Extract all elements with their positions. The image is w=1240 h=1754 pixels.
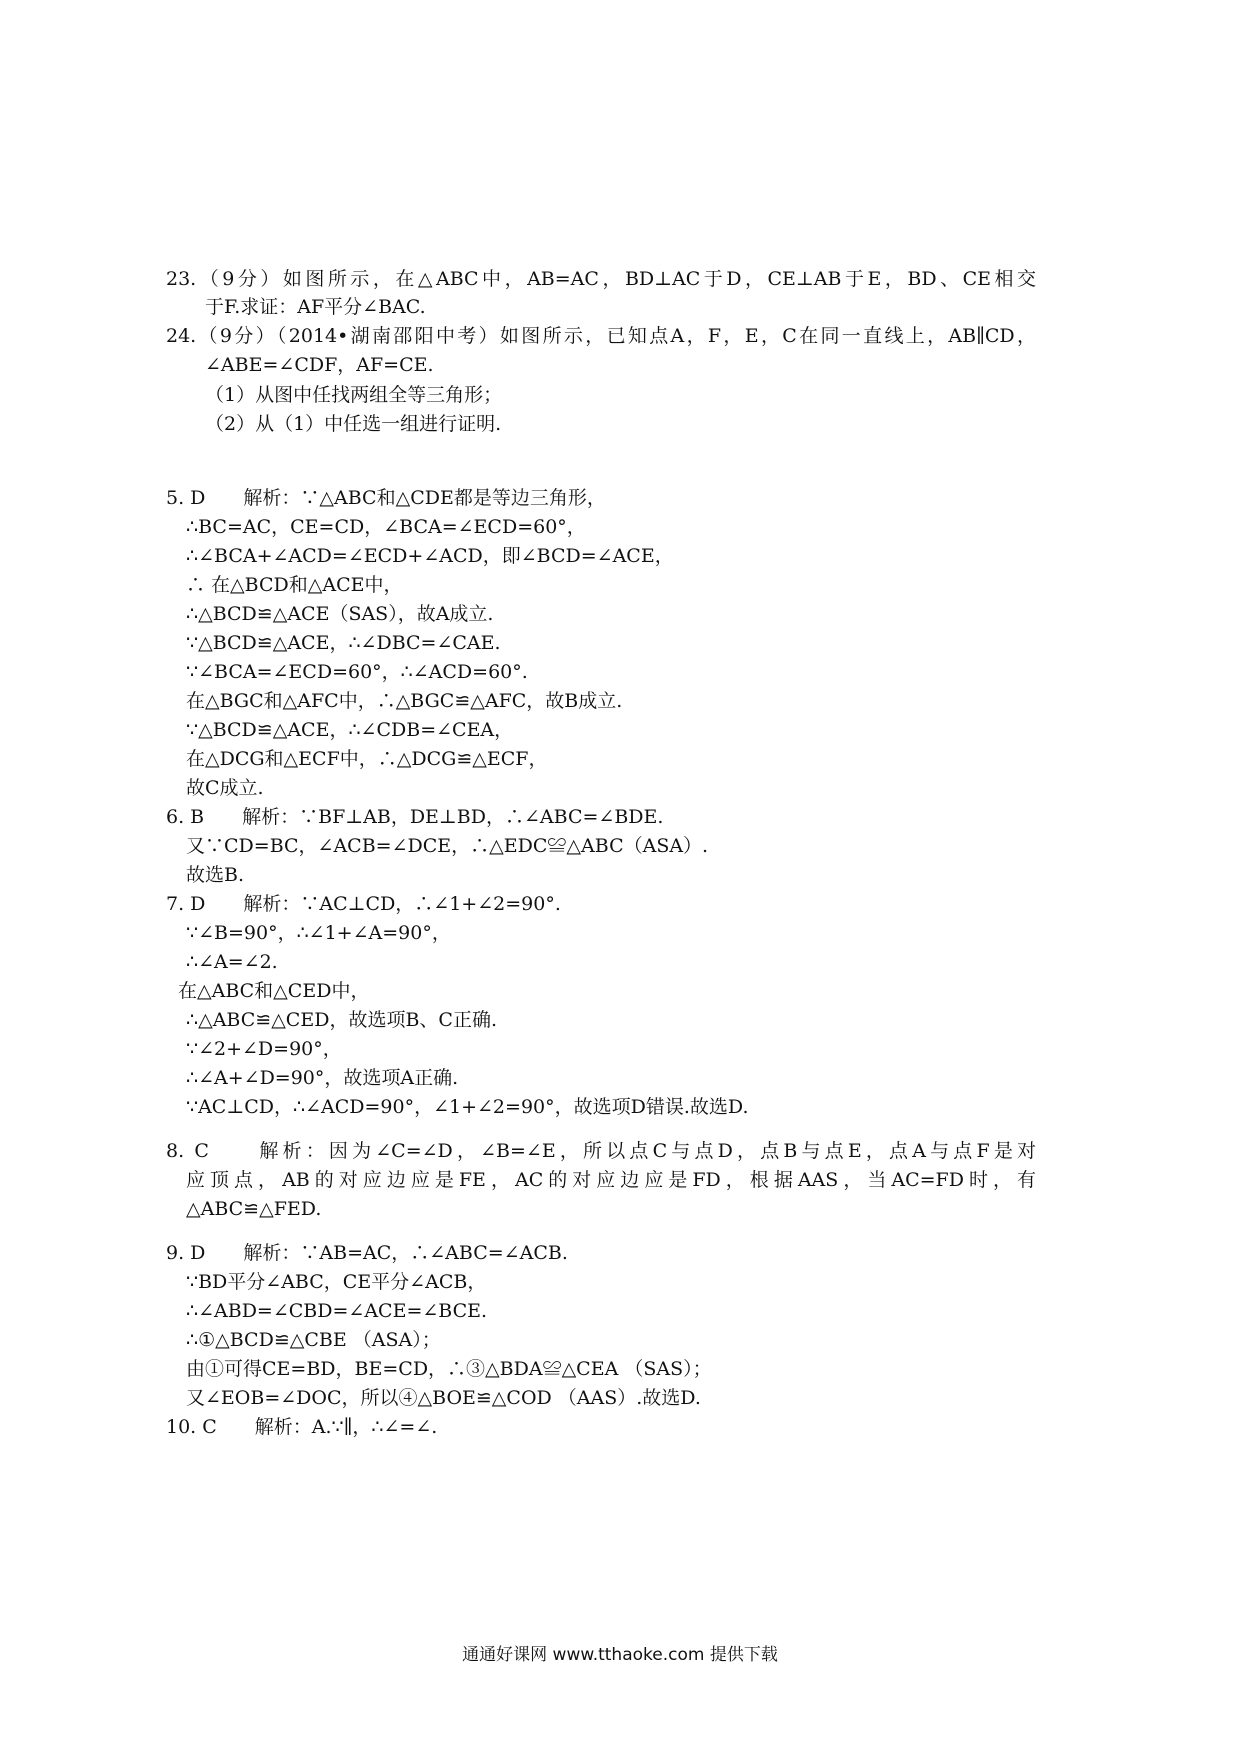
answer-8-line: 应顶点，AB的对应边应是FE，AC的对应边应是FD，根据AAS，当AC=FD时，有 [186,1169,1036,1191]
answer-5-line: 在△DCG和△ECF中，∴△DCG≌△ECF， [186,748,548,770]
answer-5-line: 在△BGC和△AFC中，∴△BGC≌△AFC，故B成立. [186,690,623,712]
question-24-part-1: （1）从图中任找两组全等三角形； [205,384,503,406]
question-24-line-1: 24.（9分）（2014•湖南邵阳中考）如图所示，已知点A，F，E，C在同一直线上，AB∥CD， [166,325,1036,347]
answer-5-line: ∵∠BCA=∠ECD=60°，∴∠ACD=60°. [186,661,528,683]
answer-7-line: ∴∠A+∠D=90°，故选项A正确. [186,1067,459,1089]
answer-7-line: 在△ABC和△CED中， [178,980,370,1002]
answer-7-line: ∴∠A=∠2. [186,951,278,973]
answer-5-line: 5. D 解析：∵△ABC和△CDE都是等边三角形， [166,487,606,509]
answer-7-line: ∵AC⊥CD，∴∠ACD=90°，∠1+∠2=90°，故选项D错误.故选D. [186,1096,749,1118]
question-24-line-2: ∠ABE=∠CDF，AF=CE. [205,354,434,376]
answer-5-line: ∴△BCD≌△ACE（SAS），故A成立. [186,603,494,625]
answer-9-line: 又∠EOB=∠DOC，所以④△BOE≌△COD （AAS）.故选D. [186,1387,701,1409]
answer-9-line: 9. D 解析：∵AB=AC，∴∠ABC=∠ACB. [166,1242,568,1264]
answer-5-line: ∵△BCD≌△ACE，∴∠DBC=∠CAE. [186,632,501,654]
answer-6-line: 6. B 解析：∵BF⊥AB，DE⊥BD，∴∠ABC=∠BDE. [166,806,664,828]
question-23-line-2: 于F.求证：AF平分∠BAC. [205,296,426,318]
answer-8-line: △ABC≌△FED. [186,1198,322,1220]
answer-6-line: 又∵CD=BC，∠ACB=∠DCE，∴△EDC≌△ABC（ASA）. [186,835,709,857]
answer-7-line: 7. D 解析：∵AC⊥CD，∴∠1+∠2=90°. [166,893,561,915]
answer-5-line: ∴∠BCA+∠ACD=∠ECD+∠ACD，即∠BCD=∠ACE， [186,545,674,567]
answer-5-line: ∴BC=AC，CE=CD，∠BCA=∠ECD=60°， [186,516,586,538]
answer-9-line: ∴①△BCD≌△CBE （ASA）； [186,1329,441,1351]
answer-5-line: 故C成立. [186,777,264,799]
answer-9-line: 由①可得CE=BD，BE=CD，∴③△BDA≌△CEA （SAS）； [186,1358,712,1380]
answer-5-line: ∴ 在△BCD和△ACE中， [186,574,403,596]
footer-watermark: 通通好课网 www.tthaoke.com 提供下载 [462,1645,778,1665]
answer-9-line: ∵BD平分∠ABC，CE平分∠ACB， [186,1271,487,1293]
answer-10-line: 10. C 解析：A.∵∥，∴∠=∠. [166,1416,438,1438]
question-24-part-2: （2）从（1）中任选一组进行证明. [205,413,502,435]
question-23-line-1: 23.（9分）如图所示，在△ABC中，AB=AC，BD⊥AC于D，CE⊥AB于E，BD、CE相交 [166,268,1036,290]
answer-6-line: 故选B. [186,864,245,886]
answer-5-line: ∵△BCD≌△ACE，∴∠CDB=∠CEA， [186,719,514,741]
answer-7-line: ∴△ABC≌△CED，故选项B、C正确. [186,1009,497,1031]
answer-7-line: ∵∠B=90°，∴∠1+∠A=90°， [186,922,451,944]
answer-8-line: 8. C 解析：因为∠C=∠D，∠B=∠E，所以点C与点D，点B与点E，点A与点F是对 [166,1140,1036,1162]
answer-7-line: ∵∠2+∠D=90°， [186,1038,342,1060]
answer-9-line: ∴∠ABD=∠CBD=∠ACE=∠BCE. [186,1300,488,1322]
